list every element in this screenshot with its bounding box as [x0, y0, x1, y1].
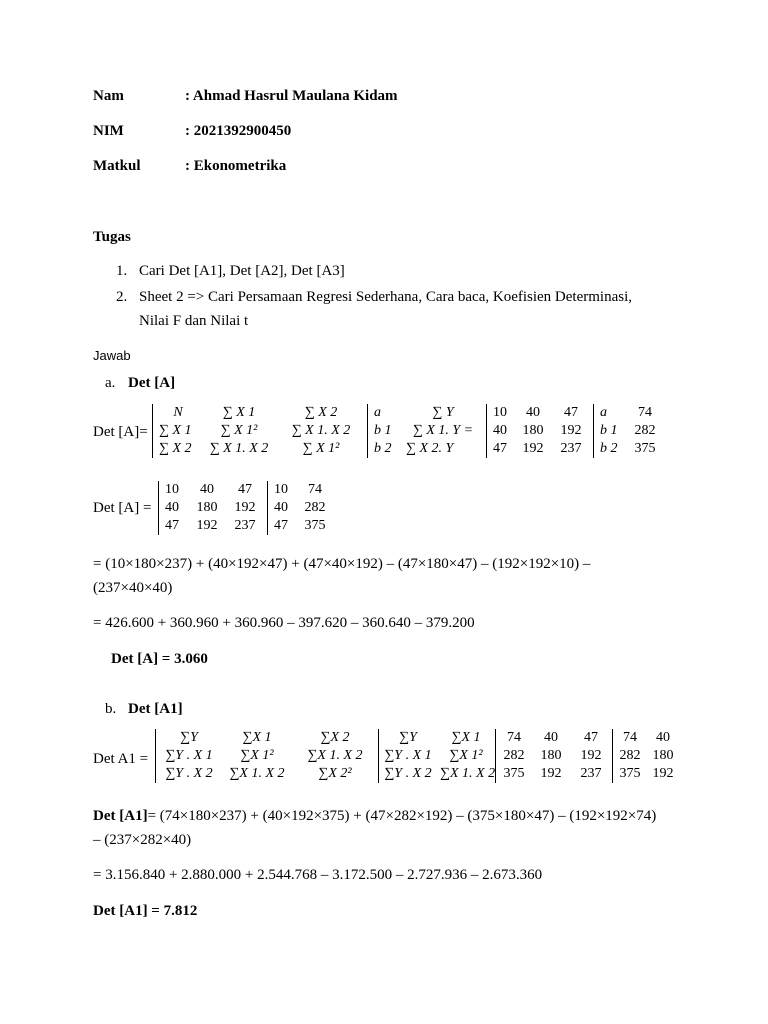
- coefficient: b 2: [600, 441, 618, 456]
- matrix-cell: 74: [308, 482, 322, 497]
- matrix-cell: ∑ X 1: [222, 405, 256, 420]
- matrix-cell: 10: [274, 482, 288, 497]
- numeric-left: [495, 729, 613, 783]
- det-a1-calculation: = 3.156.840 + 2.880.000 + 2.544.768 – 3.172.500 – 2.727.936 – 2.673.360: [93, 867, 543, 883]
- matrix-cell: 237: [560, 441, 582, 456]
- matrix-cell: 40: [544, 730, 558, 745]
- matrix-cell: 47: [564, 405, 578, 420]
- matrix-cell: 192: [522, 441, 544, 456]
- matrix-cell: 40: [165, 500, 179, 515]
- matrix-cell: 74: [623, 730, 637, 745]
- rhs-numeric-vector: [624, 404, 666, 458]
- det-a1-expression-text: = (74×180×237) + (40×192×375) + (47×282×192) – (375×180×47) – (192×192×74): [147, 808, 657, 824]
- jawab-label: Jawab: [93, 348, 131, 363]
- matrix-cell: 40: [200, 482, 214, 497]
- matrix-cell: ∑Y: [180, 730, 198, 745]
- det-a1-label: Det A1 =: [93, 751, 149, 767]
- numeric-matrix: [486, 404, 594, 458]
- coefficient: b 1: [600, 423, 618, 438]
- matrix-cell: 47: [165, 518, 179, 533]
- sarrus-left: [158, 481, 268, 535]
- rhs-cell: ∑ X 2. Y: [406, 441, 454, 456]
- matrix-cell: 180: [540, 748, 562, 763]
- matrix-cell: ∑ X 1²: [302, 441, 340, 456]
- matrix-cell: 192: [196, 518, 218, 533]
- matrix-cell: ∑Y . X 1: [165, 748, 213, 763]
- det-a1-expression-line-2: – (237×282×40): [93, 832, 192, 848]
- matrix-cell: 47: [584, 730, 598, 745]
- matrix-cell: 180: [652, 748, 674, 763]
- matrix-cell: ∑ X 2: [159, 441, 192, 456]
- det-a-sarrus-label: Det [A] =: [93, 500, 152, 516]
- matrix-cell: 282: [503, 748, 525, 763]
- matrix-cell: ∑Y: [399, 730, 417, 745]
- numeric-right: [613, 729, 683, 783]
- matrix-cell: 47: [493, 441, 507, 456]
- section-a-letter: a.: [105, 375, 116, 391]
- matrix-cell: 282: [619, 748, 641, 763]
- det-a-expression-line-1: = (10×180×237) + (40×192×47) + (47×40×192) – (47×180×47) – (192×192×10) –: [93, 556, 591, 572]
- matrix-cell: 40: [526, 405, 540, 420]
- symbolic-left: [155, 729, 379, 783]
- matrix-cell: ∑X 1. X 2: [307, 748, 363, 763]
- matrix-cell: ∑X 2: [320, 730, 350, 745]
- matrix-cell: ∑X 1²: [240, 748, 274, 763]
- matrix-cell: 180: [522, 423, 544, 438]
- symbolic-right: [379, 729, 495, 783]
- nim-value: : 2021392900450: [185, 123, 292, 139]
- rhs-cell: 375: [634, 441, 656, 456]
- tugas-title: Tugas: [93, 229, 131, 245]
- matrix-cell: 47: [274, 518, 288, 533]
- name-label: Nam: [93, 88, 124, 104]
- matrix-cell: ∑X 1. X 2: [440, 766, 496, 781]
- coefficient-vector: [368, 404, 400, 458]
- symbolic-matrix: [152, 404, 368, 458]
- matkul-value: : Ekonometrika: [185, 158, 287, 174]
- matrix-cell: 10: [165, 482, 179, 497]
- section-b-title: Det [A1]: [128, 701, 183, 717]
- matrix-cell: 375: [304, 518, 326, 533]
- nim-label: NIM: [93, 123, 124, 139]
- matrix-cell: N: [173, 405, 183, 420]
- matrix-cell: 40: [656, 730, 670, 745]
- det-a-symbolic-system: [152, 404, 666, 458]
- coefficient: a: [600, 405, 607, 420]
- matrix-cell: 10: [493, 405, 507, 420]
- matrix-cell: ∑X 1²: [449, 748, 483, 763]
- matrix-cell: ∑X 2²: [318, 766, 352, 781]
- matrix-cell: ∑Y . X 1: [384, 748, 432, 763]
- matrix-cell: ∑ X 1. X 2: [291, 423, 351, 438]
- tugas-item-1: Cari Det [A1], Det [A2], Det [A3]: [139, 263, 345, 279]
- coefficient: a: [374, 405, 381, 420]
- coefficient: b 2: [374, 441, 392, 456]
- section-b-letter: b.: [105, 701, 117, 717]
- matkul-label: Matkul: [93, 158, 141, 174]
- matrix-cell: 74: [507, 730, 521, 745]
- rhs-cell: 74: [638, 405, 652, 420]
- matrix-cell: 375: [619, 766, 641, 781]
- matrix-cell: ∑Y . X 2: [384, 766, 432, 781]
- det-a1-symbolic-matrix: [155, 729, 683, 783]
- matrix-cell: 192: [580, 748, 602, 763]
- matrix-cell: 192: [652, 766, 674, 781]
- matrix-cell: 192: [540, 766, 562, 781]
- matrix-cell: ∑X 1: [242, 730, 272, 745]
- coefficient-vector-2: [594, 404, 624, 458]
- det-a-label: Det [A]=: [93, 424, 148, 440]
- det-a-result: Det [A] = 3.060: [111, 651, 208, 667]
- matrix-cell: 282: [304, 500, 326, 515]
- rhs-cell: ∑ Y: [432, 405, 454, 420]
- sarrus-right: [268, 481, 338, 535]
- matrix-cell: 40: [274, 500, 288, 515]
- section-a-title: Det [A]: [128, 375, 176, 391]
- matrix-cell: ∑ X 1²: [220, 423, 258, 438]
- matrix-cell: 192: [560, 423, 582, 438]
- tugas-item-num-2: 2.: [116, 289, 128, 305]
- matrix-cell: 192: [234, 500, 256, 515]
- rhs-vector: [400, 404, 486, 458]
- matrix-cell: 375: [503, 766, 525, 781]
- det-a-calculation: = 426.600 + 360.960 + 360.960 – 397.620 – 360.640 – 379.200: [93, 615, 475, 631]
- name-value: : Ahmad Hasrul Maulana Kidam: [185, 88, 398, 104]
- det-a1-result: Det [A1] = 7.812: [93, 903, 198, 919]
- matrix-cell: ∑ X 1: [159, 423, 192, 438]
- matrix-cell: ∑ X 1. X 2: [209, 441, 269, 456]
- matrix-cell: 180: [196, 500, 218, 515]
- matrix-cell: ∑X 1. X 2: [229, 766, 285, 781]
- matrix-cell: ∑ X 2: [304, 405, 338, 420]
- rhs-cell: 282: [634, 423, 656, 438]
- tugas-item-num-1: 1.: [116, 263, 128, 279]
- matrix-cell: 47: [238, 482, 252, 497]
- matrix-cell: 237: [234, 518, 256, 533]
- matrix-cell: 237: [580, 766, 602, 781]
- tugas-item-2-continued: Nilai F dan Nilai t: [139, 313, 249, 329]
- tugas-item-2: Sheet 2 => Cari Persamaan Regresi Sederhana, Cara baca, Koefisien Determinasi,: [139, 289, 632, 305]
- matrix-cell: ∑Y . X 2: [165, 766, 213, 781]
- det-a-expression-line-2: (237×40×40): [93, 580, 173, 596]
- coefficient: b 1: [374, 423, 392, 438]
- det-a1-expression-line-1: [93, 808, 656, 825]
- det-a1-expression-label: Det [A1]: [93, 808, 148, 824]
- matrix-cell: ∑X 1: [451, 730, 481, 745]
- rhs-cell: ∑ X 1. Y =: [412, 423, 474, 438]
- matrix-cell: 40: [493, 423, 507, 438]
- det-a-sarrus-matrix: [158, 481, 338, 535]
